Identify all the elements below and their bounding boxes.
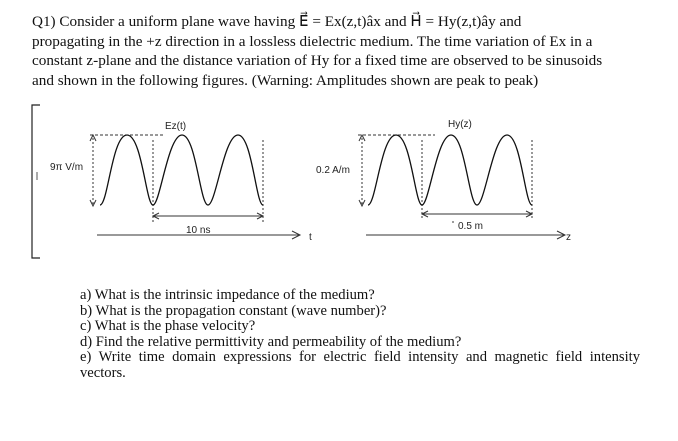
problem-line-2: propagating in the +z direction in a lossless dielectric medium. The time variation of Ex in a [32,32,593,50]
ex-sinusoid [100,135,263,205]
dot-mark [452,221,454,223]
question-b: b) What is the propagation constant (wave number)? [80,302,387,319]
question-c: c) What is the phase velocity? [80,318,256,335]
figure-ex-t [50,121,312,243]
hy-amplitude-label: 0.2 A/m [316,165,350,176]
hy-sinusoid [368,135,532,205]
ex-title: Ez(t) [165,121,187,132]
hy-wavelength-label: 0.5 m [458,221,484,232]
problem-line-3: constant z-plane and the distance variation of Hy for a fixed time are observed to be sinusoids [32,52,603,69]
ex-axis-label: t [309,232,312,243]
figure-hy-z [316,119,571,243]
problem-line-1: Q1) Consider a uniform plane wave having E⃗ = Ex(z,t)âx and H⃗ = Hy(z,t)ây and [32,13,522,30]
bracket-mark [32,105,40,258]
ex-period-label: 10 ns [186,225,211,236]
question-a: a) What is the intrinsic impedance of the medium? [80,287,375,303]
question-list [80,288,640,382]
hy-axis-label: z [566,232,571,243]
ex-amplitude-label: 9π V/m [50,162,84,173]
question-d: d) Find the relative permittivity and permeability of the medium? [80,333,462,350]
problem-line-4: and shown in the following figures. (Warning: Amplitudes shown are peak to peak) [32,71,539,89]
question-e: e) Write time domain expressions for electric field intensity and magnetic field intensity vectors. [80,349,640,381]
hy-title: Hy(z) [448,119,472,130]
